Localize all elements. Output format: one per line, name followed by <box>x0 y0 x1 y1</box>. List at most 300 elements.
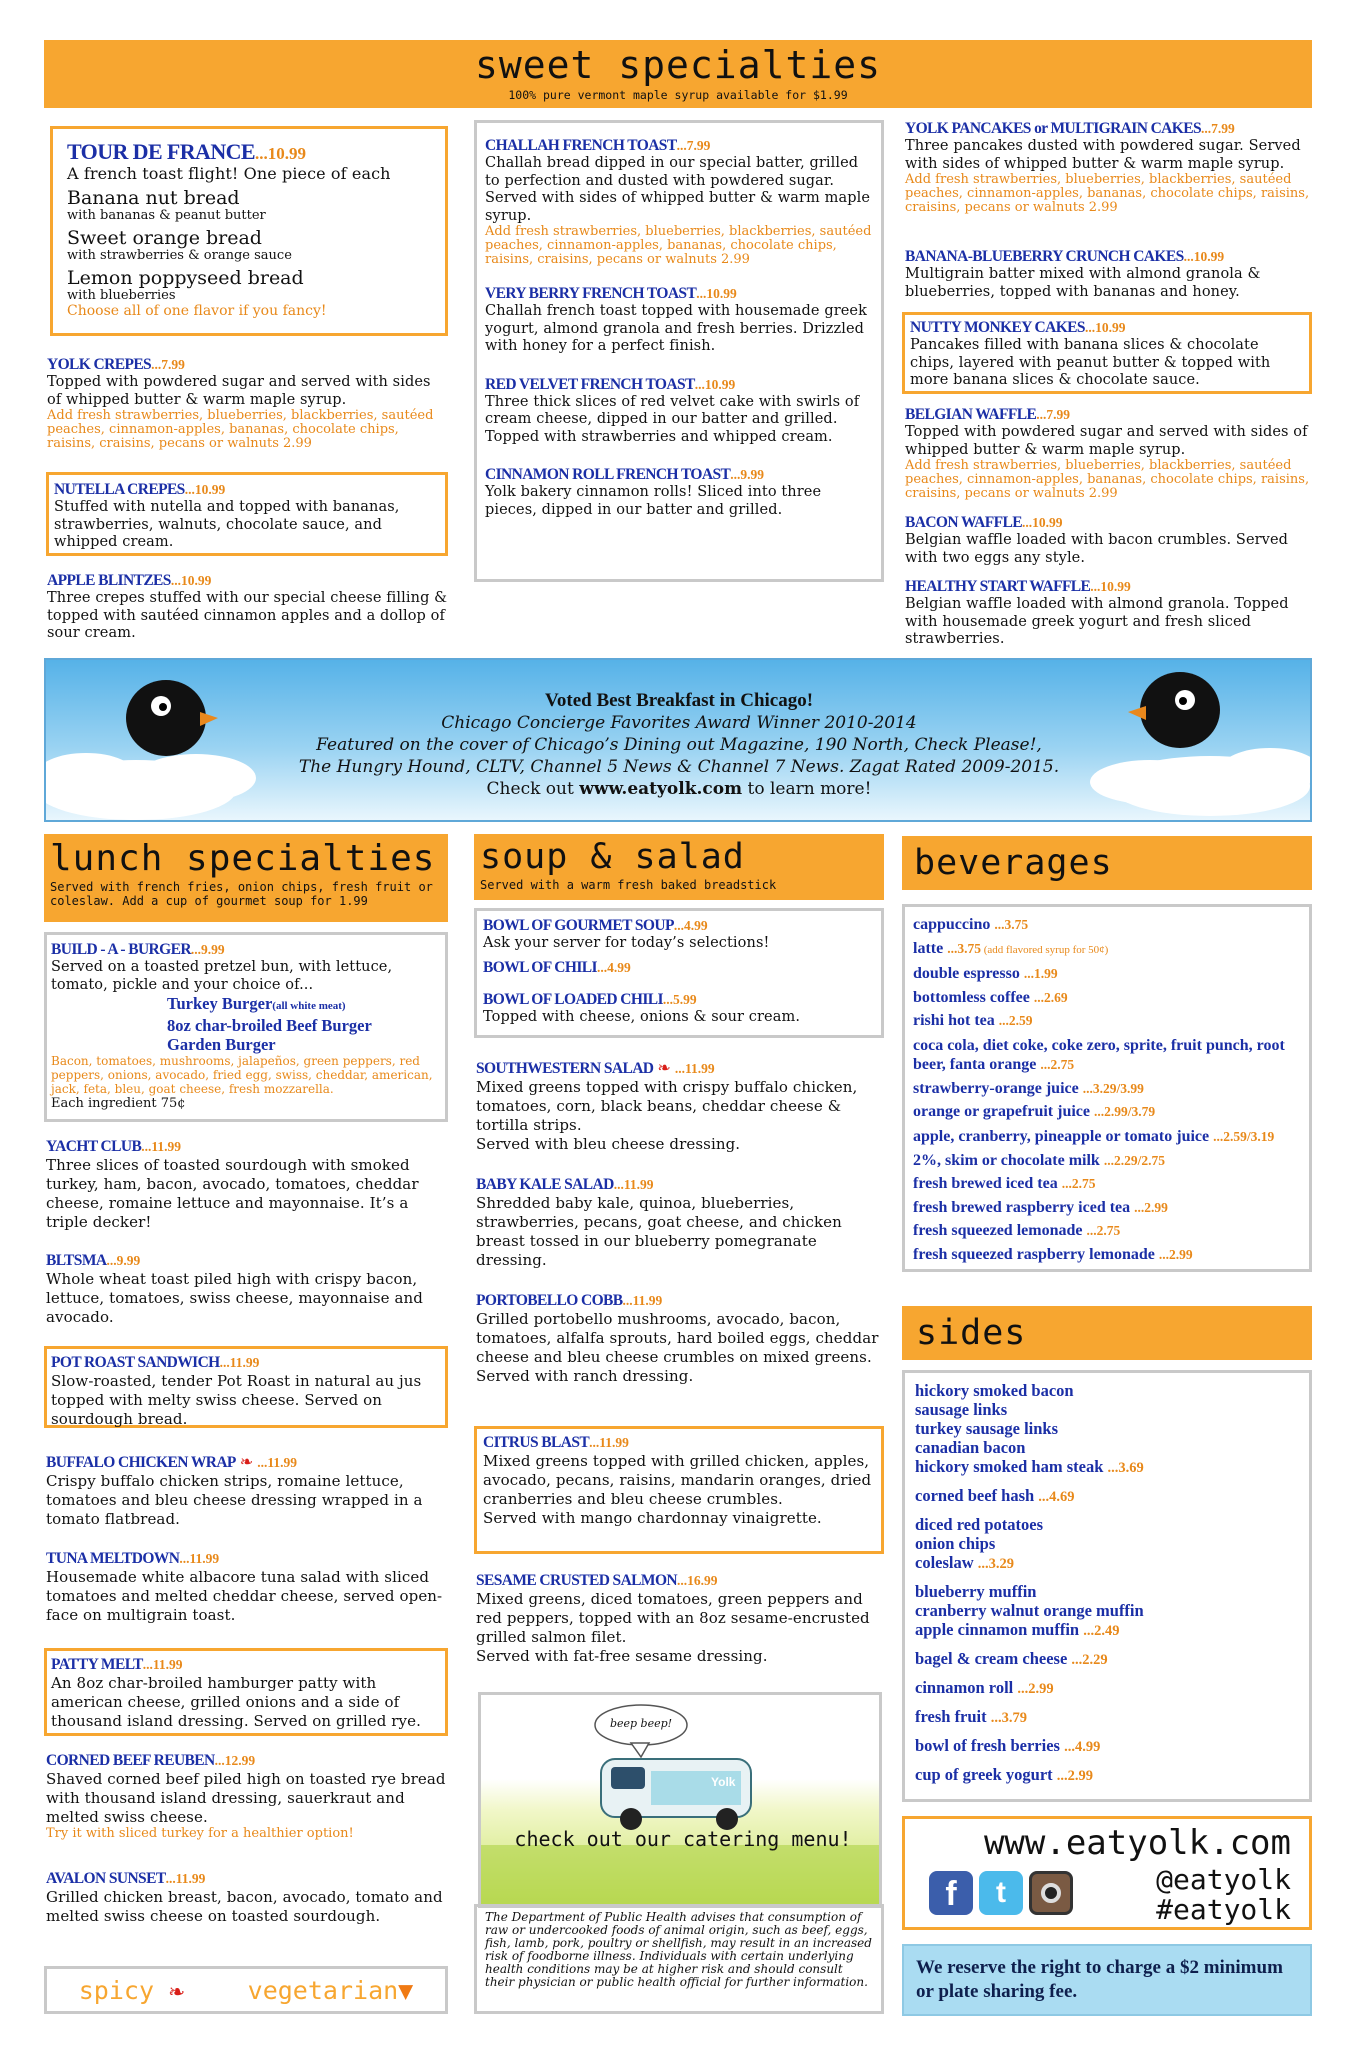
beverage-name: double espresso <box>913 965 1024 982</box>
french-toast-box <box>474 120 884 582</box>
beverage-note: (add flavored syrup for 50¢) <box>980 943 1109 956</box>
side-name: hickory smoked bacon <box>915 1381 1074 1400</box>
side-price: ...2.99 <box>1056 1768 1094 1784</box>
beverage-price: ...2.59/3.19 <box>1213 1128 1275 1144</box>
beverage-item <box>913 1127 1301 1146</box>
side-name: cinnamon roll <box>915 1678 1018 1697</box>
banner-website-link[interactable]: www.eatyolk.com <box>579 779 743 799</box>
catering-van-logo: Yolk <box>711 1775 736 1789</box>
item-desc: A french toast flight! One piece of each <box>67 164 391 183</box>
side-name: diced red potatoes <box>915 1515 1044 1534</box>
soup-item <box>483 957 875 977</box>
side-name: turkey sausage links <box>915 1419 1059 1438</box>
item-name: NUTELLA CREPES <box>54 481 185 498</box>
side-price: ...3.29 <box>977 1556 1015 1572</box>
bacon-waffle <box>905 512 1315 567</box>
chili-pepper-icon: ❧ <box>239 1452 254 1471</box>
yolk-pancakes <box>905 118 1315 215</box>
item-name: CINNAMON ROLL FRENCH TOAST <box>485 466 731 483</box>
banner-text-part: Featured on the cover of Chicago’s <box>316 735 624 755</box>
nutella-crepes-box <box>46 472 448 556</box>
side-item <box>915 1582 1299 1601</box>
beverages-title: beverages <box>914 843 1113 883</box>
beverage-price: ...3.29/3.99 <box>1082 1080 1144 1096</box>
item-name: BOWL OF GOURMET SOUP <box>483 917 674 934</box>
lunch-subtitle: Served with french fries, onion chips, fresh fruit or coleslaw. Add a cup of gourmet soup for 1.99 <box>50 880 433 908</box>
banner-text-part: , 190 North, Check Please!, <box>803 735 1042 755</box>
bird-body <box>1140 672 1220 748</box>
item-name: CHALLAH FRENCH TOAST <box>485 137 677 154</box>
beverage-name: fresh squeezed lemonade <box>913 1222 1087 1239</box>
side-name: cranberry walnut orange muffin <box>915 1601 1144 1620</box>
item-price: ...11.99 <box>141 1139 181 1154</box>
southwestern-salad <box>476 1058 886 1154</box>
beverage-item <box>913 1172 1301 1196</box>
item-name: RED VELVET FRENCH TOAST <box>485 375 695 393</box>
burger-option: Garden Burger <box>167 1035 276 1054</box>
item-desc: Three thick slices of red velvet cake with swirls of cream cheese, dipped in our batter and grilled. Topped with strawberries and whipped cream. <box>485 393 860 445</box>
pot-roast-sandwich-box <box>44 1346 448 1428</box>
bread-note: with bananas & peanut butter <box>67 208 266 223</box>
item-name: AVALON SUNSET <box>46 1870 166 1887</box>
tour-de-france-box <box>50 126 448 336</box>
item-dressing: Served with bleu cheese dressing. <box>476 1135 741 1153</box>
bird-beak <box>200 712 218 726</box>
item-addon: Add fresh strawberries, blueberries, blackberries, sautéed peaches, cinnamon-apples, bananas, chocolate chips, raisins, craisins, pecans or walnuts 2.99 <box>905 458 1310 501</box>
beverage-item <box>913 1009 1301 1033</box>
beverage-name: fresh squeezed raspberry lemonade <box>913 1245 1159 1263</box>
item-name: BANANA-BLUEBERRY CRUNCH CAKES <box>905 248 1184 265</box>
item-price: ...10.99 <box>1090 579 1131 594</box>
beverage-item <box>913 1036 1301 1074</box>
social-icons <box>929 1871 1079 1915</box>
facebook-icon[interactable]: f <box>929 1871 973 1915</box>
burger-option-label: Turkey Burger <box>167 994 273 1013</box>
bird-beak <box>1128 706 1146 720</box>
item-desc: Pancakes filled with banana slices & chocolate chips, layered with peanut butter & topped with more banana slices & chocolate sauce. <box>910 337 1271 388</box>
beverage-name: rishi hot tea <box>913 1012 999 1029</box>
side-group <box>915 1736 1299 1757</box>
beverage-price: ...2.99/3.79 <box>1094 1104 1156 1119</box>
item-name: YOLK CREPES <box>47 356 152 373</box>
item-desc: Challah bread dipped in our special batter, grilled to perfection and dusted with powdered sugar. Served with sides of whipped butter & warm maple syrup. <box>485 155 871 224</box>
item-price: ...11.99 <box>219 1355 260 1370</box>
beverage-price: ...2.29/2.75 <box>1103 1152 1165 1168</box>
item-price: ...11.99 <box>622 1293 663 1308</box>
item-price: ...10.99 <box>1021 515 1063 530</box>
side-name: corned beef hash <box>915 1486 1039 1505</box>
item-desc: Three pancakes dusted with powdered sugar. Served with sides of whipped butter & warm maple syrup. <box>905 138 1301 172</box>
item-price: ...11.99 <box>613 1177 654 1192</box>
item-name: BLTSMA <box>46 1252 107 1269</box>
item-desc: Challah french toast topped with housemade greek yogurt, almond granola and fresh berries. Drizzled with honey for a perfect finish. <box>485 303 867 354</box>
side-group <box>915 1707 1299 1728</box>
beverage-item <box>913 1219 1301 1243</box>
sweet-subtitle: 100% pure vermont maple syrup available for $1.99 <box>508 88 848 102</box>
red-velvet-french-toast <box>485 374 873 447</box>
sides-box <box>902 1370 1312 1802</box>
tuna-meltdown <box>46 1548 450 1625</box>
beverage-name: cappuccino <box>913 916 995 933</box>
item-name: YACHT CLUB <box>46 1138 142 1155</box>
side-group <box>915 1678 1299 1699</box>
beverage-name: orange or grapefruit juice <box>913 1103 1094 1120</box>
beverage-item <box>913 962 1301 986</box>
item-name: PATTY MELT <box>51 1656 143 1673</box>
side-name: coleslaw <box>915 1553 978 1572</box>
item-price: ...4.99 <box>596 959 631 975</box>
item-name: VERY BERRY FRENCH TOAST <box>485 285 697 302</box>
beverages-header-band <box>902 836 1312 890</box>
burger-option-note: (all white meat) <box>272 1000 346 1012</box>
sweet-title: sweet specialties <box>475 43 881 87</box>
item-desc: Housemade white albacore tuna salad with sliced tomatoes and melted cheddar cheese, served open-face on multigrain toast. <box>46 1568 443 1624</box>
legend-spicy-label: spicy <box>78 1975 155 2005</box>
beverage-price: ...2.75 <box>1040 1056 1075 1072</box>
side-item <box>915 1486 1299 1507</box>
item-desc: Topped with cheese, onions & sour cream. <box>483 1008 801 1025</box>
build-a-burger-box <box>44 932 448 1122</box>
item-price: ...9.99 <box>730 467 764 482</box>
beverage-item <box>913 1243 1301 1267</box>
banner-text-part: to learn more! <box>742 779 872 799</box>
soup-item <box>483 989 875 1027</box>
side-item <box>915 1457 1299 1478</box>
side-price: ...4.69 <box>1038 1489 1075 1505</box>
side-group <box>915 1515 1299 1574</box>
side-item <box>915 1553 1299 1574</box>
beverage-item <box>913 913 1301 937</box>
item-price: ...11.99 <box>179 1551 220 1566</box>
twitter-icon[interactable]: t <box>979 1871 1023 1915</box>
item-desc: Topped with powdered sugar and served with sides of whipped butter & warm maple syrup. <box>47 374 431 408</box>
citrus-blast-box <box>474 1426 884 1554</box>
item-desc: Mixed greens topped with crispy buffalo chicken, tomatoes, corn, black beans, cheddar cheese & tortilla strips. <box>476 1078 858 1134</box>
banner-magazine: Dining out Magazine <box>623 735 804 755</box>
apple-blintzes <box>47 570 449 643</box>
sides-title: sides <box>916 1313 1027 1353</box>
item-price: ...10.99 <box>694 376 736 392</box>
side-price: ...2.29 <box>1071 1652 1108 1668</box>
item-desc: Mixed greens topped with grilled chicken, apples, avocado, pecans, raisins, mandarin oranges, dried cranberries and bleu cheese crumbles. <box>483 1452 872 1508</box>
item-dressing: Served with fat-free sesame dressing. <box>476 1647 768 1665</box>
item-name: SESAME CRUSTED SALMON <box>476 1572 677 1589</box>
catering-bubble-text: beep beep! <box>609 1717 673 1730</box>
bread-name: Lemon poppyseed bread <box>67 267 304 289</box>
side-item <box>915 1601 1299 1620</box>
side-name: sausage links <box>915 1400 1008 1419</box>
choose-note: Choose all of one flavor if you fancy! <box>67 303 327 319</box>
side-name: hickory smoked ham steak <box>915 1457 1108 1476</box>
sides-header-band <box>902 1306 1312 1360</box>
item-desc: Slow-roasted, tender Pot Roast in natural au jus topped with melty swiss cheese. Served on sourdough bread. <box>51 1372 422 1428</box>
side-item <box>915 1620 1299 1641</box>
beverage-item <box>913 1077 1301 1101</box>
cinnamon-roll-french-toast <box>485 464 873 519</box>
challah-french-toast <box>485 135 873 267</box>
item-price: ...9.99 <box>106 1253 141 1268</box>
catering-box[interactable] <box>478 1692 882 1908</box>
banner-text-part: Check out <box>486 779 580 799</box>
burger-options <box>51 994 441 1054</box>
award-banner <box>44 658 1312 822</box>
side-name: fresh fruit <box>915 1707 991 1726</box>
banner-title: Voted Best Breakfast in Chicago! <box>544 690 814 711</box>
social-box <box>902 1816 1312 1930</box>
item-price: ...11.99 <box>589 1435 629 1450</box>
banner-line3: The Hungry Hound, CLTV, Channel 5 News & Channel 7 News. Zagat Rated 2009-2015. <box>298 757 1060 777</box>
yacht-club <box>46 1136 450 1232</box>
item-desc: Belgian waffle loaded with almond granola. Topped with housemade greek yogurt and fresh sliced strawberries. <box>905 596 1289 647</box>
patty-melt-box <box>44 1648 448 1736</box>
soup-header-band <box>474 834 884 900</box>
bread-note: with strawberries & orange sauce <box>67 248 292 263</box>
item-price: ...11.99 <box>142 1657 183 1672</box>
bird-cloud-right <box>1060 660 1310 822</box>
social-handle[interactable]: @eatyolk <box>1156 1863 1291 1896</box>
beverage-name: bottomless coffee <box>913 988 1034 1006</box>
beverage-name: coca cola, diet coke, coke zero, sprite, fruit punch, root beer, fanta orange <box>913 1036 1285 1073</box>
side-item <box>915 1534 1299 1553</box>
item-name: BOWL OF CHILI <box>483 958 597 976</box>
bread-name: Sweet orange bread <box>67 227 262 249</box>
yolk-crepes <box>47 354 449 451</box>
side-item <box>915 1707 1299 1728</box>
item-price: ...11.99 <box>257 1455 297 1470</box>
item-name: TUNA MELTDOWN <box>46 1550 180 1567</box>
item-price: ...11.99 <box>674 1061 715 1076</box>
side-group <box>915 1381 1299 1478</box>
side-item <box>915 1649 1299 1670</box>
item-price: ...10.99 <box>170 573 212 588</box>
legend-spicy <box>79 1976 184 2005</box>
item-price: ...11.99 <box>165 1871 206 1886</box>
item-price: ...10.99 <box>1084 320 1126 335</box>
side-item <box>915 1736 1299 1757</box>
item-name: NUTTY MONKEY CAKES <box>910 319 1085 336</box>
beverage-name: fresh brewed raspberry iced tea <box>913 1198 1135 1216</box>
item-addon: Try it with sliced turkey for a healthier option! <box>46 1826 354 1841</box>
soup-box <box>474 908 884 1038</box>
nutty-monkey-cakes-box <box>902 312 1312 394</box>
beverages-list <box>913 913 1301 1266</box>
cloud-shape <box>136 754 256 802</box>
legend-vegetarian-label: vegetarian <box>247 1975 399 2005</box>
bread-option <box>67 187 431 223</box>
item-desc: Mixed greens, diced tomatoes, green peppers and red peppers, topped with an 8oz sesame-encrusted grilled salmon filet. <box>476 1590 870 1646</box>
legend-vegetarian <box>248 1976 414 2005</box>
side-name: canadian bacon <box>915 1438 1026 1457</box>
item-desc: Shredded baby kale, quinoa, blueberries, strawberries, pecans, goat cheese, and chicken breast tossed in our blueberry pomegranate dressing. <box>476 1194 842 1269</box>
item-desc: Belgian waffle loaded with bacon crumbles. Served with two eggs any style. <box>905 532 1289 566</box>
beverage-item <box>913 1196 1301 1220</box>
item-desc: Crispy buffalo chicken strips, romaine lettuce, tomatoes and bleu cheese dressing wrapped in a tomato flatbread. <box>46 1472 423 1528</box>
cloud-shape <box>1090 760 1210 804</box>
baby-kale-salad <box>476 1174 886 1270</box>
burger-option: 8oz char-broiled Beef Burger <box>167 1016 372 1035</box>
item-name: BELGIAN WAFFLE <box>905 406 1037 423</box>
side-item <box>915 1419 1299 1438</box>
item-name: PORTOBELLO COBB <box>476 1292 623 1309</box>
item-dressing: Served with ranch dressing. <box>476 1367 694 1385</box>
banner-line1: Chicago Concierge Favorites Award Winner 2010-2014 <box>441 713 917 733</box>
side-item <box>915 1400 1299 1419</box>
item-desc: Three crepes stuffed with our special cheese filling & topped with sautéed cinnamon apples and a dollop of sour cream. <box>47 590 448 641</box>
item-desc: Three slices of toasted sourdough with smoked turkey, ham, bacon, avocado, tomatoes, cheddar cheese, romaine lettuce and mayonnaise. It’s a triple decker! <box>46 1156 419 1231</box>
item-name: BUILD - A - BURGER <box>51 941 191 958</box>
beverage-price: ...3.75 <box>947 940 981 956</box>
item-price: ...7.99 <box>151 357 185 372</box>
item-desc: Yolk bakery cinnamon rolls! Sliced into three pieces, dipped in our batter and grilled. <box>485 484 822 518</box>
item-name: HEALTHY START WAFFLE <box>905 578 1091 595</box>
beverage-name: latte <box>913 939 948 957</box>
side-item <box>915 1765 1299 1786</box>
item-price: ...9.99 <box>190 942 225 957</box>
health-notice-box <box>474 1904 884 2014</box>
item-addon: Bacon, tomatoes, mushrooms, jalapeños, green peppers, red peppers, onions, avocado, fried egg, swiss, cheddar, american, jack, feta, bleu, goat cheese, fresh mozzarella. <box>51 1054 433 1096</box>
item-price: ...12.99 <box>214 1753 256 1768</box>
item-name: BACON WAFFLE <box>905 514 1022 531</box>
side-group <box>915 1649 1299 1670</box>
bread-option <box>67 227 431 263</box>
belgian-waffle <box>905 404 1315 501</box>
beverage-price: ...2.69 <box>1033 989 1068 1005</box>
side-price: ...2.49 <box>1083 1623 1120 1639</box>
chili-pepper-icon: ❧ <box>657 1058 671 1077</box>
beverages-box <box>902 904 1312 1272</box>
side-name: apple cinnamon muffin <box>915 1620 1084 1639</box>
side-price: ...2.99 <box>1017 1681 1054 1697</box>
side-name: onion chips <box>915 1534 996 1553</box>
side-price: ...3.69 <box>1107 1460 1144 1476</box>
beverage-name: apple, cranberry, pineapple or tomato juice <box>913 1127 1214 1145</box>
soup-title: soup & salad <box>480 837 745 877</box>
item-desc: Shaved corned beef piled high on toasted rye bread with thousand island dressing, sauerkraut and melted swiss cheese. <box>46 1770 446 1826</box>
beverage-item <box>913 986 1301 1010</box>
side-name: blueberry muffin <box>915 1582 1037 1601</box>
item-addon: Add fresh strawberries, blueberries, blackberries, sautéed peaches, cinnamon-apples, bananas, chocolate chips, raisins, craisins, pecans or walnuts 2.99 <box>47 408 434 451</box>
item-name: SOUTHWESTERN SALAD <box>476 1060 654 1077</box>
banana-blueberry-crunch-cakes <box>905 246 1315 301</box>
banner-line2 <box>266 734 1092 756</box>
side-group <box>915 1582 1299 1641</box>
instagram-icon[interactable] <box>1029 1871 1073 1915</box>
item-name: BOWL OF LOADED CHILI <box>483 990 663 1008</box>
item-desc: Served on a toasted pretzel bun, with lettuce, tomato, pickle and your choice of... <box>51 959 393 993</box>
item-price: ...7.99 <box>1200 121 1235 136</box>
beverage-name: 2%, skim or chocolate milk <box>913 1151 1104 1169</box>
item-price: ...10.99 <box>696 286 737 301</box>
beverage-item <box>913 1149 1301 1173</box>
item-price: ...7.99 <box>1036 407 1071 422</box>
item-name: CITRUS BLAST <box>483 1434 590 1451</box>
van-window <box>611 1767 645 1789</box>
item-desc: Grilled chicken breast, bacon, avocado, tomato and melted swiss cheese on toasted sourdough. <box>46 1888 443 1925</box>
side-item <box>915 1438 1299 1457</box>
side-name: bagel & cream cheese <box>915 1649 1072 1668</box>
beverage-name: strawberry-orange juice <box>913 1079 1083 1097</box>
bltsma <box>46 1250 450 1327</box>
soup-subtitle: Served with a warm fresh baked breadstick <box>480 878 777 892</box>
item-desc: Multigrain batter mixed with almond granola & blueberries, topped with bananas and honey. <box>905 266 1261 300</box>
beverage-price: ...2.99 <box>1134 1199 1168 1215</box>
catering-illustration <box>481 1695 882 1908</box>
minimum-fee-text: We reserve the right to charge a $2 minimum or plate sharing fee. <box>916 1957 1283 2002</box>
banner-line4 <box>266 778 1092 800</box>
item-price: ...10.99 <box>184 482 226 497</box>
item-dressing: Served with mango chardonnay vinaigrette. <box>483 1509 822 1527</box>
beverage-name: fresh brewed iced tea <box>913 1175 1062 1192</box>
item-price: ...7.99 <box>676 138 711 153</box>
item-name: APPLE BLINTZES <box>47 572 171 589</box>
item-price: ...5.99 <box>662 991 697 1007</box>
health-notice: The Department of Public Health advises that consumption of raw or undercooked foods of animal origin, such as beef, eggs, fish, lamb, pork, poultry or shellfish, may result in an increased risk of foodborne illness. Individuals with certain underlying health conditions may be at higher risk and should consult their physician or public health official for further information. <box>485 1910 872 1989</box>
carrot-icon: ▼ <box>398 1975 414 2005</box>
portobello-cobb <box>476 1290 886 1386</box>
beverage-item <box>913 1100 1301 1124</box>
item-name: POT ROAST SANDWICH <box>51 1354 220 1371</box>
side-item <box>915 1381 1299 1400</box>
bread-name: Banana nut bread <box>67 187 240 209</box>
beverage-price: ...2.59 <box>998 1013 1033 1028</box>
side-name: bowl of fresh berries <box>915 1736 1065 1755</box>
item-price: ...4.99 <box>673 918 708 933</box>
chili-pepper-icon: ❧ <box>169 1975 185 2005</box>
item-addon: Add fresh strawberries, blueberries, blackberries, sautéed peaches, cinnamon-apples, bananas, chocolate chips, raisins, craisins, pecans or walnuts 2.99 <box>905 172 1310 215</box>
beverage-price: ...2.75 <box>1086 1223 1121 1238</box>
item-price: ...10.99 <box>1183 249 1225 264</box>
minimum-fee-note <box>902 1944 1312 2016</box>
banner-text <box>266 690 1092 800</box>
item-price: ...16.99 <box>677 1573 718 1588</box>
bread-note: with blueberries <box>67 288 176 303</box>
buffalo-chicken-wrap <box>46 1452 450 1529</box>
legend-box <box>44 1966 448 2014</box>
item-name: BUFFALO CHICKEN WRAP <box>46 1454 236 1471</box>
catering-link-text[interactable]: check out our catering menu! <box>514 1827 852 1851</box>
item-name: BABY KALE SALAD <box>476 1176 614 1193</box>
lunch-header-band <box>44 834 448 922</box>
avalon-sunset <box>46 1868 450 1926</box>
item-name: YOLK PANCAKES or MULTIGRAIN CAKES <box>905 120 1201 137</box>
bird-body <box>126 680 206 756</box>
side-price: ...4.99 <box>1064 1739 1101 1755</box>
item-desc: Stuffed with nutella and topped with bananas, strawberries, walnuts, chocolate sauce, and whipped cream. <box>54 499 400 550</box>
sesame-crusted-salmon <box>476 1570 886 1666</box>
item-name: TOUR DE FRANCE <box>67 139 255 164</box>
social-handles <box>1156 1865 1291 1925</box>
item-desc: Topped with powdered sugar and served with sides of whipped butter & warm maple syrup. <box>905 424 1308 458</box>
social-hashtag[interactable]: #eatyolk <box>1156 1893 1291 1926</box>
soup-item <box>483 915 875 953</box>
side-item <box>915 1678 1299 1699</box>
item-price: ...10.99 <box>255 144 306 163</box>
side-price: ...3.79 <box>990 1710 1028 1726</box>
beverage-price: ...1.99 <box>1023 966 1058 981</box>
item-desc: Ask your server for today’s selections! <box>483 935 770 951</box>
beverage-price: ...3.75 <box>994 917 1029 932</box>
beverage-item <box>913 937 1301 963</box>
side-name: cup of greek yogurt <box>915 1765 1057 1784</box>
item-desc: Whole wheat toast piled high with crispy bacon, lettuce, tomatoes, swiss cheese, mayonnaise and avocado. <box>46 1270 424 1326</box>
website-url[interactable]: www.eatyolk.com <box>983 1823 1291 1863</box>
burger-option <box>167 994 441 1016</box>
side-group <box>915 1765 1299 1786</box>
side-item <box>915 1515 1299 1534</box>
healthy-start-waffle <box>905 576 1315 649</box>
item-addon: Add fresh strawberries, blueberries, blackberries, sautéed peaches, cinnamon-apples, bananas, chocolate chips, raisins, craisins, pecans or walnuts 2.99 <box>485 224 872 267</box>
grass <box>481 1845 882 1908</box>
